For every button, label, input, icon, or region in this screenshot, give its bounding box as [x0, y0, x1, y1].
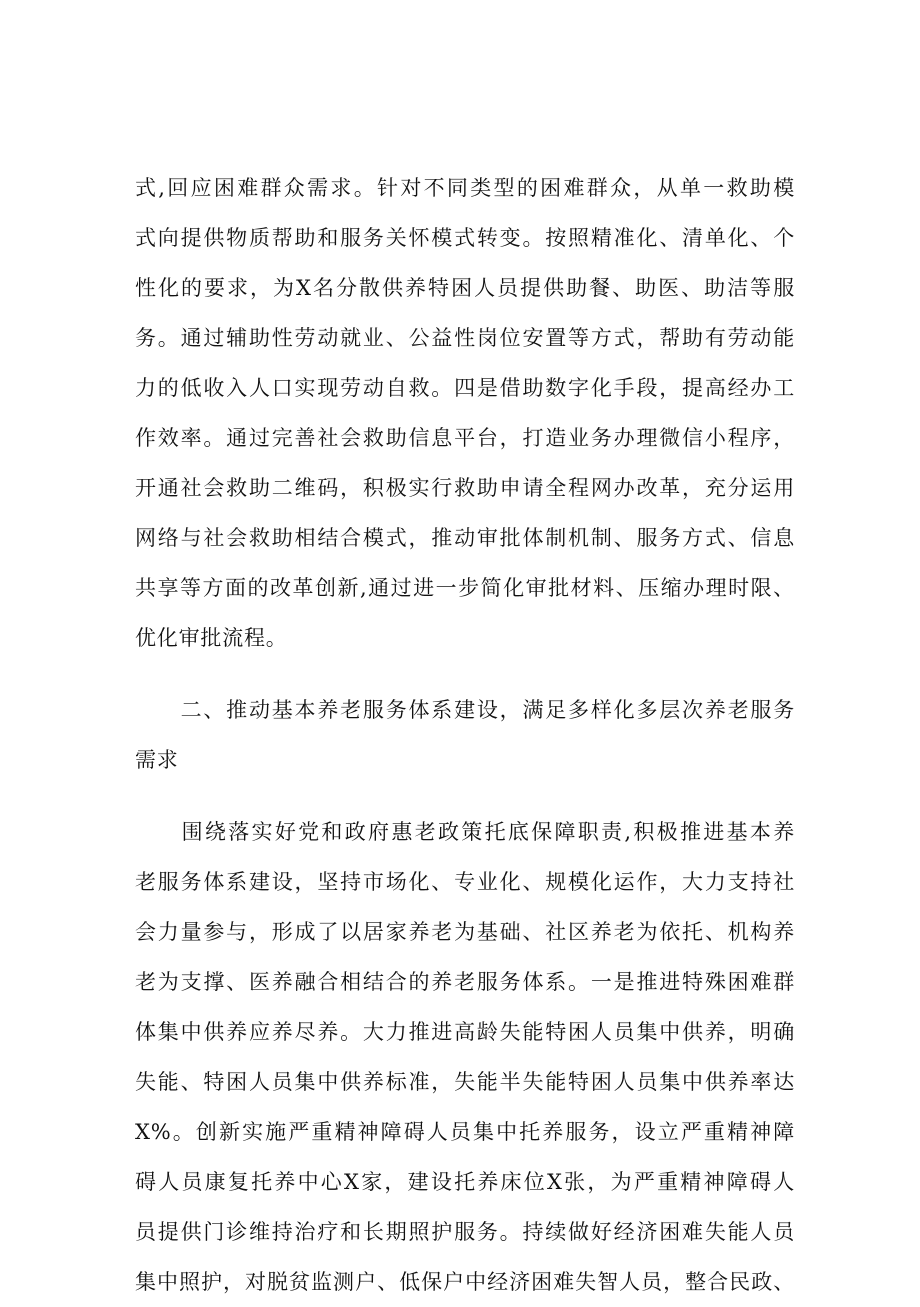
paragraph-line: 老为支撑、医养融合相结合的养老服务体系。一是推进特殊困难群 — [135, 970, 795, 994]
paragraph-1 — [135, 163, 795, 663]
paragraph-line: 式,回应困难群众需求。针对不同类型的困难群众，从单一救助模 — [135, 176, 795, 200]
heading-line: 二、推动基本养老服务体系建设，满足多样化多层次养老服务 — [135, 698, 795, 722]
paragraph-line: 务。通过辅助性劳动就业、公益性岗位安置等方式，帮助有劳动能 — [135, 326, 795, 350]
spacer — [135, 663, 795, 685]
paragraph-line: 体集中供养应养尽养。大力推进高龄失能特困人员集中供养，明确 — [135, 1020, 795, 1044]
paragraph-line: 性化的要求，为X名分散供养特困人员提供助餐、助医、助洁等服 — [135, 276, 795, 300]
paragraph-line: 力的低收入人口实现劳动自救。四是借助数字化手段，提高经办工 — [135, 376, 795, 400]
paragraph-line: 优化审批流程。 — [135, 626, 288, 650]
paragraph-line: X%。创新实施严重精神障碍人员集中托养服务，设立严重精神障 — [135, 1120, 795, 1144]
paragraph-line: 员提供门诊维持治疗和长期照护服务。持续做好经济困难失能人员 — [135, 1220, 795, 1244]
paragraph-line: 围绕落实好党和政府惠老政策托底保障职责,积极推进基本养 — [135, 820, 795, 844]
heading-line: 需求 — [135, 748, 179, 772]
paragraph-line: 集中照护，对脱贫监测户、低保户中经济困难失智人员，整合民政、 — [135, 1270, 795, 1294]
document-body — [135, 163, 795, 1307]
paragraph-line: 网络与社会救助相结合模式，推动审批体制机制、服务方式、信息 — [135, 526, 795, 550]
paragraph-line: 开通社会救助二维码，积极实行救助申请全程网办改革，充分运用 — [135, 476, 795, 500]
paragraph-line: 式向提供物质帮助和服务关怀模式转变。按照精准化、清单化、个 — [135, 226, 795, 250]
paragraph-line: 老服务体系建设，坚持市场化、专业化、规模化运作，大力支持社 — [135, 870, 795, 894]
paragraph-line: 碍人员康复托养中心X家，建设托养床位X张，为严重精神障碍人 — [135, 1170, 795, 1194]
section-heading-2 — [135, 685, 795, 785]
paragraph-line: 失能、特困人员集中供养标准，失能半失能特困人员集中供养率达 — [135, 1070, 795, 1094]
spacer — [135, 785, 795, 807]
paragraph-line: 共享等方面的改革创新,通过进一步简化审批材料、压缩办理时限、 — [135, 576, 795, 600]
paragraph-2 — [135, 807, 795, 1307]
paragraph-line: 会力量参与，形成了以居家养老为基础、社区养老为依托、机构养 — [135, 920, 795, 944]
paragraph-line: 作效率。通过完善社会救助信息平台，打造业务办理微信小程序， — [135, 426, 795, 450]
